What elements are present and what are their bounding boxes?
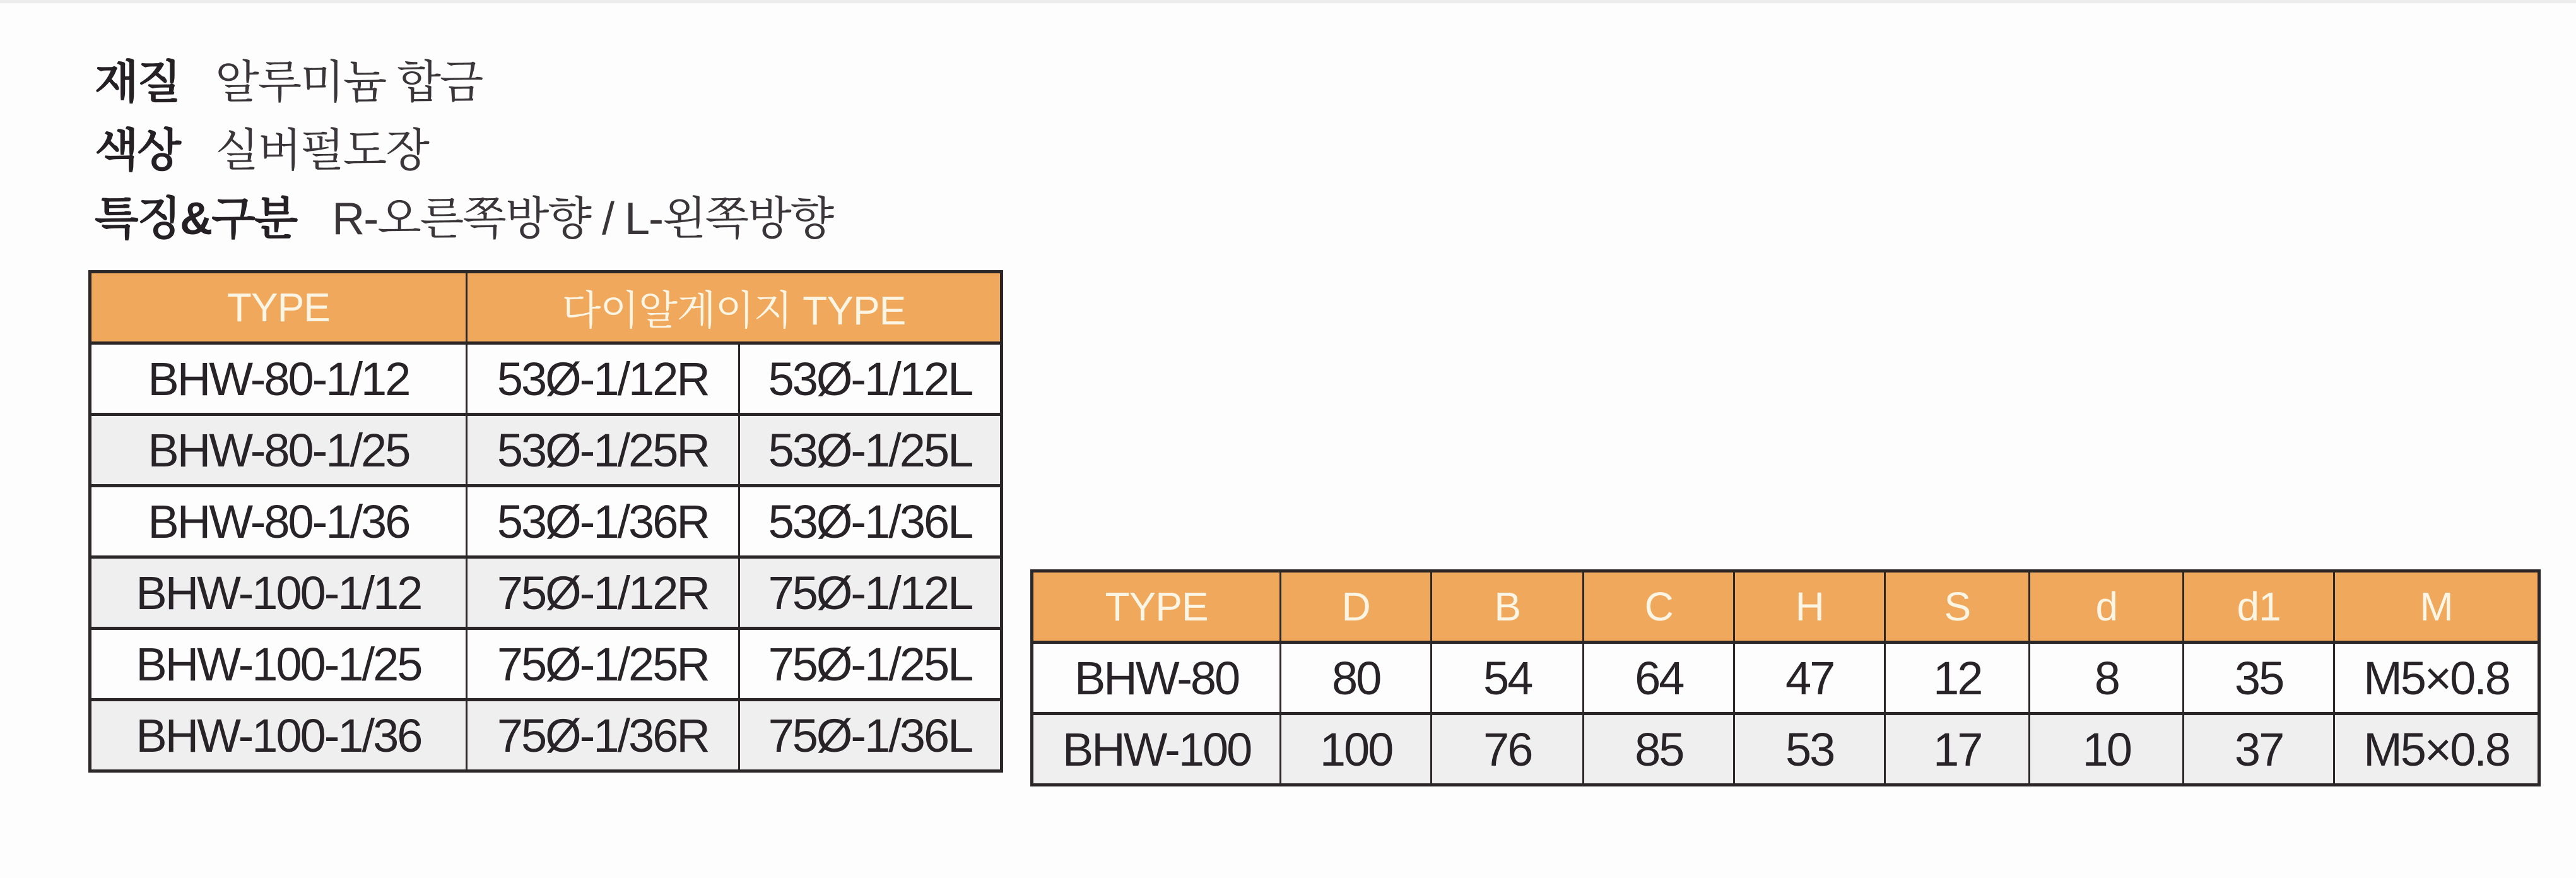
cell-dial-r: 53Ø-1/25R [466,415,739,486]
cell-type: BHW-80 [1032,643,1281,714]
cell-dial-r: 53Ø-1/36R [466,486,739,557]
cell-c: 85 [1584,714,1734,785]
table-row [90,415,1002,486]
color-label: 색상 [95,126,180,176]
cell-type: BHW-100-1/36 [90,700,467,771]
cell-b: 76 [1432,714,1584,785]
cell-dial-l: 75Ø-1/25L [739,629,1001,700]
cell-s: 12 [1885,643,2030,714]
cell-d-minor: 10 [2030,714,2184,785]
cell-d1: 35 [2184,643,2334,714]
cell-dial-l: 53Ø-1/12L [739,343,1001,415]
cell-c: 64 [1584,643,1734,714]
material-value: 알루미늄 합금 [215,57,483,108]
cell-s: 17 [1885,714,2030,785]
cell-dial-l: 75Ø-1/12L [739,557,1001,629]
right-header-d-minor: d [2030,571,2184,643]
material-label: 재질 [95,57,180,108]
cell-type: BHW-80-1/36 [90,486,467,557]
table-row [1032,714,2539,785]
cell-dial-l: 75Ø-1/36L [739,700,1001,771]
color-value: 실버펄도장 [215,126,428,176]
cell-d-minor: 8 [2030,643,2184,714]
info-line-feature [95,182,833,250]
cell-dial-l: 53Ø-1/36L [739,486,1001,557]
cell-dial-r: 53Ø-1/12R [466,343,739,415]
right-table-header-row [1032,571,2539,643]
table-row [90,486,1002,557]
cell-h: 47 [1734,643,1885,714]
right-header-c: C [1584,571,1734,643]
right-header-type: TYPE [1032,571,1281,643]
left-header-dial-gauge-type: 다이알게이지 TYPE [466,272,1001,343]
dimensions-table [1030,569,2541,786]
info-line-color [95,114,833,182]
right-header-m: M [2334,571,2539,643]
cell-h: 53 [1734,714,1885,785]
left-table-header-row [90,272,1002,343]
product-info-block [95,45,833,250]
cell-dial-r: 75Ø-1/25R [466,629,739,700]
right-header-d-major: D [1281,571,1432,643]
cell-type: BHW-100-1/25 [90,629,467,700]
feature-label: 특징&구분 [95,194,297,244]
cell-d1: 37 [2184,714,2334,785]
cell-type: BHW-100-1/12 [90,557,467,629]
cell-b: 54 [1432,643,1584,714]
cell-type: BHW-80-1/25 [90,415,467,486]
cell-d-major: 100 [1281,714,1432,785]
cell-dial-r: 75Ø-1/36R [466,700,739,771]
cell-type: BHW-100 [1032,714,1281,785]
right-header-s: S [1885,571,2030,643]
right-header-h: H [1734,571,1885,643]
cell-m: M5×0.8 [2334,643,2539,714]
info-line-material [95,45,833,114]
right-header-d1: d1 [2184,571,2334,643]
dial-gauge-type-table [88,270,1003,773]
table-row [90,629,1002,700]
scan-edge-artifact [0,0,2576,3]
cell-type: BHW-80-1/12 [90,343,467,415]
cell-dial-r: 75Ø-1/12R [466,557,739,629]
table-row [90,557,1002,629]
feature-value: R-오른쪽방향 / L-왼쪽방향 [332,194,833,244]
right-header-b: B [1432,571,1584,643]
left-header-type: TYPE [90,272,467,343]
table-row [90,700,1002,771]
cell-m: M5×0.8 [2334,714,2539,785]
cell-dial-l: 53Ø-1/25L [739,415,1001,486]
cell-d-major: 80 [1281,643,1432,714]
table-row [90,343,1002,415]
table-row [1032,643,2539,714]
